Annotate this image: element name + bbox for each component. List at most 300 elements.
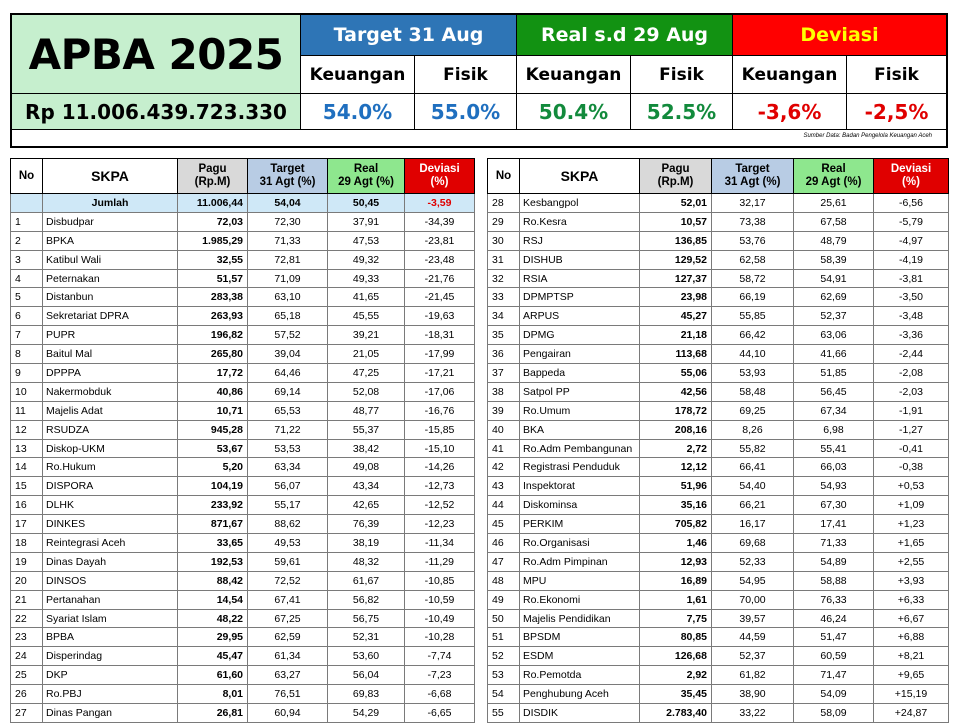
row-real: 67,30 <box>794 496 874 515</box>
table-row <box>11 401 475 420</box>
row-deviasi: -6,56 <box>874 194 949 213</box>
row-no: 44 <box>488 496 520 515</box>
row-target: 72,81 <box>248 250 328 269</box>
row-deviasi: +1,23 <box>874 515 949 534</box>
row-deviasi: +6,33 <box>874 590 949 609</box>
row-no: 25 <box>11 666 43 685</box>
table-header-row <box>11 159 475 194</box>
row-target: 62,58 <box>712 250 794 269</box>
row-skpa: PERKIM <box>520 515 640 534</box>
row-pagu: 40,86 <box>178 382 248 401</box>
row-pagu: 8,01 <box>178 685 248 704</box>
row-real: 25,61 <box>794 194 874 213</box>
row-real: 63,06 <box>794 326 874 345</box>
table-row <box>488 515 949 534</box>
row-pagu: 1,46 <box>640 534 712 553</box>
row-skpa: BPSDM <box>520 628 640 647</box>
target-keuangan-value: 54.0% <box>300 93 414 129</box>
row-no: 31 <box>488 250 520 269</box>
row-pagu: 45,47 <box>178 647 248 666</box>
row-target: 70,00 <box>712 590 794 609</box>
row-target: 65,53 <box>248 401 328 420</box>
summary-header <box>10 13 948 148</box>
row-no: 30 <box>488 231 520 250</box>
row-target: 71,09 <box>248 269 328 288</box>
jumlah-label: Jumlah <box>43 194 178 213</box>
row-deviasi: +24,87 <box>874 704 949 723</box>
row-no: 5 <box>11 288 43 307</box>
row-deviasi: -11,29 <box>405 552 475 571</box>
row-pagu: 126,68 <box>640 647 712 666</box>
row-deviasi: +15,19 <box>874 685 949 704</box>
row-target: 67,25 <box>248 609 328 628</box>
row-skpa: MPU <box>520 571 640 590</box>
row-deviasi: +6,88 <box>874 628 949 647</box>
row-pagu: 42,56 <box>640 382 712 401</box>
row-real: 60,59 <box>794 647 874 666</box>
row-skpa: Syariat Islam <box>43 609 178 628</box>
row-pagu: 12,12 <box>640 458 712 477</box>
row-skpa: Katibul Wali <box>43 250 178 269</box>
table-row <box>11 326 475 345</box>
row-pagu: 80,85 <box>640 628 712 647</box>
row-skpa: BPKA <box>43 231 178 250</box>
row-no: 54 <box>488 685 520 704</box>
row-skpa: Dinas Pangan <box>43 704 178 723</box>
row-pagu: 127,37 <box>640 269 712 288</box>
row-pagu: 45,27 <box>640 307 712 326</box>
table-row <box>11 307 475 326</box>
table-row <box>488 250 949 269</box>
row-deviasi: +0,53 <box>874 477 949 496</box>
row-pagu: 53,67 <box>178 439 248 458</box>
row-real: 47,25 <box>328 364 405 383</box>
row-skpa: Sekretariat DPRA <box>43 307 178 326</box>
row-no: 28 <box>488 194 520 213</box>
real-fisik-label: Fisik <box>630 55 732 93</box>
row-target: 33,22 <box>712 704 794 723</box>
row-skpa: DPMPTSP <box>520 288 640 307</box>
row-target: 8,26 <box>712 420 794 439</box>
row-pagu: 104,19 <box>178 477 248 496</box>
row-no: 6 <box>11 307 43 326</box>
row-real: 55,37 <box>328 420 405 439</box>
row-deviasi: -18,31 <box>405 326 475 345</box>
row-no: 19 <box>11 552 43 571</box>
deviasi-label: Deviasi <box>800 24 879 46</box>
row-target: 52,33 <box>712 552 794 571</box>
table-row <box>488 571 949 590</box>
row-deviasi: -2,03 <box>874 382 949 401</box>
real-keuangan-label: Keuangan <box>516 55 630 93</box>
row-pagu: 136,85 <box>640 231 712 250</box>
row-deviasi: -11,34 <box>405 534 475 553</box>
row-target: 53,76 <box>712 231 794 250</box>
row-deviasi: -15,85 <box>405 420 475 439</box>
table-row <box>488 401 949 420</box>
row-deviasi: -3,48 <box>874 307 949 326</box>
table-row <box>11 590 475 609</box>
table-row <box>11 534 475 553</box>
row-target: 69,68 <box>712 534 794 553</box>
table-row <box>11 515 475 534</box>
row-pagu: 35,16 <box>640 496 712 515</box>
row-skpa: DISPORA <box>43 477 178 496</box>
target-label: Target 31 Aug <box>333 24 484 46</box>
row-no: 1 <box>11 212 43 231</box>
col-deviasi: Deviasi (%) <box>874 159 949 194</box>
row-real: 52,37 <box>794 307 874 326</box>
col-skpa: SKPA <box>43 159 178 194</box>
row-no: 11 <box>11 401 43 420</box>
row-deviasi: -12,23 <box>405 515 475 534</box>
row-target: 66,41 <box>712 458 794 477</box>
row-real: 38,42 <box>328 439 405 458</box>
row-real: 37,91 <box>328 212 405 231</box>
row-no: 41 <box>488 439 520 458</box>
table-row <box>11 496 475 515</box>
row-real: 58,39 <box>794 250 874 269</box>
col-pagu: Pagu (Rp.M) <box>640 159 712 194</box>
row-deviasi: -5,79 <box>874 212 949 231</box>
table-row <box>488 439 949 458</box>
table-row <box>488 458 949 477</box>
row-target: 57,52 <box>248 326 328 345</box>
row-skpa: DINSOS <box>43 571 178 590</box>
target-keuangan-label: Keuangan <box>300 55 414 93</box>
row-real: 56,82 <box>328 590 405 609</box>
row-real: 48,79 <box>794 231 874 250</box>
table-row <box>488 194 949 213</box>
col-real: Real 29 Agt (%) <box>794 159 874 194</box>
row-real: 54,91 <box>794 269 874 288</box>
deviasi-group-header <box>732 15 946 55</box>
row-skpa: Peternakan <box>43 269 178 288</box>
row-skpa: Ro.PBJ <box>43 685 178 704</box>
row-target: 72,30 <box>248 212 328 231</box>
row-skpa: Distanbun <box>43 288 178 307</box>
row-no: 47 <box>488 552 520 571</box>
row-skpa: DPMG <box>520 326 640 345</box>
row-no: 55 <box>488 704 520 723</box>
total-amount-cell <box>12 93 300 129</box>
row-no: 43 <box>488 477 520 496</box>
row-target: 60,94 <box>248 704 328 723</box>
row-real: 54,93 <box>794 477 874 496</box>
row-deviasi: -34,39 <box>405 212 475 231</box>
row-target: 53,93 <box>712 364 794 383</box>
row-real: 66,03 <box>794 458 874 477</box>
col-pagu: Pagu (Rp.M) <box>178 159 248 194</box>
row-real: 56,75 <box>328 609 405 628</box>
row-target: 66,42 <box>712 326 794 345</box>
row-deviasi: -12,73 <box>405 477 475 496</box>
row-skpa: Pertanahan <box>43 590 178 609</box>
row-deviasi: -19,63 <box>405 307 475 326</box>
row-real: 56,04 <box>328 666 405 685</box>
row-no: 10 <box>11 382 43 401</box>
row-real: 38,19 <box>328 534 405 553</box>
row-skpa: DISHUB <box>520 250 640 269</box>
row-target: 32,17 <box>712 194 794 213</box>
row-pagu: 10,71 <box>178 401 248 420</box>
row-no: 26 <box>11 685 43 704</box>
row-skpa: RSUDZA <box>43 420 178 439</box>
row-deviasi: -0,38 <box>874 458 949 477</box>
row-no: 39 <box>488 401 520 420</box>
row-no: 50 <box>488 609 520 628</box>
table-row <box>11 477 475 496</box>
row-pagu: 265,80 <box>178 345 248 364</box>
row-pagu: 17,72 <box>178 364 248 383</box>
row-pagu: 21,18 <box>640 326 712 345</box>
row-pagu: 48,22 <box>178 609 248 628</box>
real-group-header <box>516 15 732 55</box>
row-real: 52,08 <box>328 382 405 401</box>
row-deviasi: -2,44 <box>874 345 949 364</box>
row-pagu: 192,53 <box>178 552 248 571</box>
row-skpa: Diskop-UKM <box>43 439 178 458</box>
row-target: 62,59 <box>248 628 328 647</box>
row-target: 55,85 <box>712 307 794 326</box>
row-target: 58,48 <box>712 382 794 401</box>
table-row <box>488 685 949 704</box>
row-pagu: 29,95 <box>178 628 248 647</box>
row-pagu: 23,98 <box>640 288 712 307</box>
row-deviasi: -6,65 <box>405 704 475 723</box>
row-real: 58,88 <box>794 571 874 590</box>
row-real: 43,34 <box>328 477 405 496</box>
dev-fisik-label: Fisik <box>846 55 946 93</box>
row-target: 66,21 <box>712 496 794 515</box>
table-row <box>488 382 949 401</box>
row-deviasi: -17,06 <box>405 382 475 401</box>
row-real: 48,32 <box>328 552 405 571</box>
row-no: 53 <box>488 666 520 685</box>
row-skpa: DLHK <box>43 496 178 515</box>
row-target: 88,62 <box>248 515 328 534</box>
table-row <box>488 345 949 364</box>
row-deviasi: -21,76 <box>405 269 475 288</box>
row-target: 59,61 <box>248 552 328 571</box>
row-no: 24 <box>11 647 43 666</box>
dev-keuangan-value: -3,6% <box>732 93 846 129</box>
col-no: No <box>488 159 520 194</box>
row-no: 4 <box>11 269 43 288</box>
table-row <box>11 364 475 383</box>
table-row <box>488 477 949 496</box>
row-deviasi: -23,81 <box>405 231 475 250</box>
row-no: 2 <box>11 231 43 250</box>
table-row <box>488 231 949 250</box>
table-row <box>488 534 949 553</box>
table-row <box>488 212 949 231</box>
target-fisik-label: Fisik <box>414 55 516 93</box>
table-row <box>11 212 475 231</box>
total-amount: Rp 11.006.439.723.330 <box>25 99 287 124</box>
row-pagu: 7,75 <box>640 609 712 628</box>
row-target: 71,22 <box>248 420 328 439</box>
row-real: 52,31 <box>328 628 405 647</box>
row-no: 33 <box>488 288 520 307</box>
row-real: 69,83 <box>328 685 405 704</box>
row-target: 69,25 <box>712 401 794 420</box>
row-real: 62,69 <box>794 288 874 307</box>
row-pagu: 5,20 <box>178 458 248 477</box>
row-no: 22 <box>11 609 43 628</box>
row-skpa: Baitul Mal <box>43 345 178 364</box>
row-skpa: Ro.Ekonomi <box>520 590 640 609</box>
row-real: 45,55 <box>328 307 405 326</box>
row-deviasi: -10,49 <box>405 609 475 628</box>
row-target: 55,17 <box>248 496 328 515</box>
row-pagu: 2,72 <box>640 439 712 458</box>
row-target: 63,27 <box>248 666 328 685</box>
row-deviasi: -17,21 <box>405 364 475 383</box>
row-skpa: Kesbangpol <box>520 194 640 213</box>
row-real: 48,77 <box>328 401 405 420</box>
table-row <box>11 269 475 288</box>
row-deviasi: +6,67 <box>874 609 949 628</box>
row-no: 42 <box>488 458 520 477</box>
row-real: 71,47 <box>794 666 874 685</box>
row-pagu: 12,93 <box>640 552 712 571</box>
row-deviasi: -0,41 <box>874 439 949 458</box>
row-deviasi: -10,28 <box>405 628 475 647</box>
row-real: 49,32 <box>328 250 405 269</box>
row-target: 63,10 <box>248 288 328 307</box>
row-pagu: 208,16 <box>640 420 712 439</box>
row-no: 8 <box>11 345 43 364</box>
row-pagu: 233,92 <box>178 496 248 515</box>
table-row <box>488 420 949 439</box>
row-skpa: DPPPA <box>43 364 178 383</box>
row-no: 45 <box>488 515 520 534</box>
row-deviasi: -4,19 <box>874 250 949 269</box>
row-pagu: 51,96 <box>640 477 712 496</box>
row-skpa: Diskominsa <box>520 496 640 515</box>
table-row <box>11 288 475 307</box>
row-pagu: 129,52 <box>640 250 712 269</box>
row-real: 51,85 <box>794 364 874 383</box>
row-real: 61,67 <box>328 571 405 590</box>
row-deviasi: -1,91 <box>874 401 949 420</box>
row-skpa: Ro.Umum <box>520 401 640 420</box>
row-real: 39,21 <box>328 326 405 345</box>
row-pagu: 283,38 <box>178 288 248 307</box>
row-skpa: Bappeda <box>520 364 640 383</box>
row-real: 6,98 <box>794 420 874 439</box>
row-real: 21,05 <box>328 345 405 364</box>
row-target: 44,59 <box>712 628 794 647</box>
row-real: 46,24 <box>794 609 874 628</box>
row-skpa: DINKES <box>43 515 178 534</box>
source-note: Sumber Data: Badan Pengelola Keuangan Aceh <box>803 133 932 139</box>
row-real: 55,41 <box>794 439 874 458</box>
row-deviasi: -23,48 <box>405 250 475 269</box>
row-no: 27 <box>11 704 43 723</box>
row-skpa: Satpol PP <box>520 382 640 401</box>
row-target: 69,14 <box>248 382 328 401</box>
row-no: 49 <box>488 590 520 609</box>
row-pagu: 10,57 <box>640 212 712 231</box>
row-skpa: Disbudpar <box>43 212 178 231</box>
table-row <box>11 439 475 458</box>
row-pagu: 72,03 <box>178 212 248 231</box>
row-real: 58,09 <box>794 704 874 723</box>
row-target: 52,37 <box>712 647 794 666</box>
row-no: 52 <box>488 647 520 666</box>
row-target: 54,95 <box>712 571 794 590</box>
row-real: 76,39 <box>328 515 405 534</box>
row-pagu: 52,01 <box>640 194 712 213</box>
row-skpa: ESDM <box>520 647 640 666</box>
row-real: 17,41 <box>794 515 874 534</box>
row-deviasi: +9,65 <box>874 666 949 685</box>
row-real: 54,89 <box>794 552 874 571</box>
row-skpa: Majelis Adat <box>43 401 178 420</box>
row-deviasi: -21,45 <box>405 288 475 307</box>
row-deviasi: -17,99 <box>405 345 475 364</box>
row-real: 41,66 <box>794 345 874 364</box>
table-row <box>11 345 475 364</box>
row-pagu: 16,89 <box>640 571 712 590</box>
table-row <box>11 609 475 628</box>
row-no: 35 <box>488 326 520 345</box>
table-row <box>11 571 475 590</box>
row-skpa: Nakermobduk <box>43 382 178 401</box>
table-row <box>488 628 949 647</box>
jumlah-deviasi: -3,59 <box>405 194 475 213</box>
row-real: 76,33 <box>794 590 874 609</box>
table-row <box>11 647 475 666</box>
jumlah-row <box>11 194 475 213</box>
real-label: Real s.d 29 Aug <box>540 24 709 46</box>
row-no: 51 <box>488 628 520 647</box>
row-deviasi: +3,93 <box>874 571 949 590</box>
row-target: 55,82 <box>712 439 794 458</box>
row-real: 54,09 <box>794 685 874 704</box>
row-target: 64,46 <box>248 364 328 383</box>
table-row <box>11 458 475 477</box>
row-no: 40 <box>488 420 520 439</box>
row-pagu: 35,45 <box>640 685 712 704</box>
row-skpa: Majelis Pendidikan <box>520 609 640 628</box>
skpa-table-left <box>10 158 475 723</box>
table-row <box>488 666 949 685</box>
row-no: 23 <box>11 628 43 647</box>
table-row <box>488 496 949 515</box>
row-skpa: PUPR <box>43 326 178 345</box>
col-target: Target 31 Agt (%) <box>248 159 328 194</box>
row-target: 38,90 <box>712 685 794 704</box>
table-row <box>488 364 949 383</box>
row-pagu: 263,93 <box>178 307 248 326</box>
row-real: 54,29 <box>328 704 405 723</box>
row-pagu: 61,60 <box>178 666 248 685</box>
table-row <box>488 288 949 307</box>
table-row <box>488 552 949 571</box>
row-deviasi: -6,68 <box>405 685 475 704</box>
row-deviasi: -2,08 <box>874 364 949 383</box>
row-deviasi: +1,09 <box>874 496 949 515</box>
row-deviasi: -1,27 <box>874 420 949 439</box>
row-pagu: 2,92 <box>640 666 712 685</box>
row-skpa: Ro.Pemotda <box>520 666 640 685</box>
row-deviasi: -12,52 <box>405 496 475 515</box>
row-no: 21 <box>11 590 43 609</box>
table-row <box>11 628 475 647</box>
